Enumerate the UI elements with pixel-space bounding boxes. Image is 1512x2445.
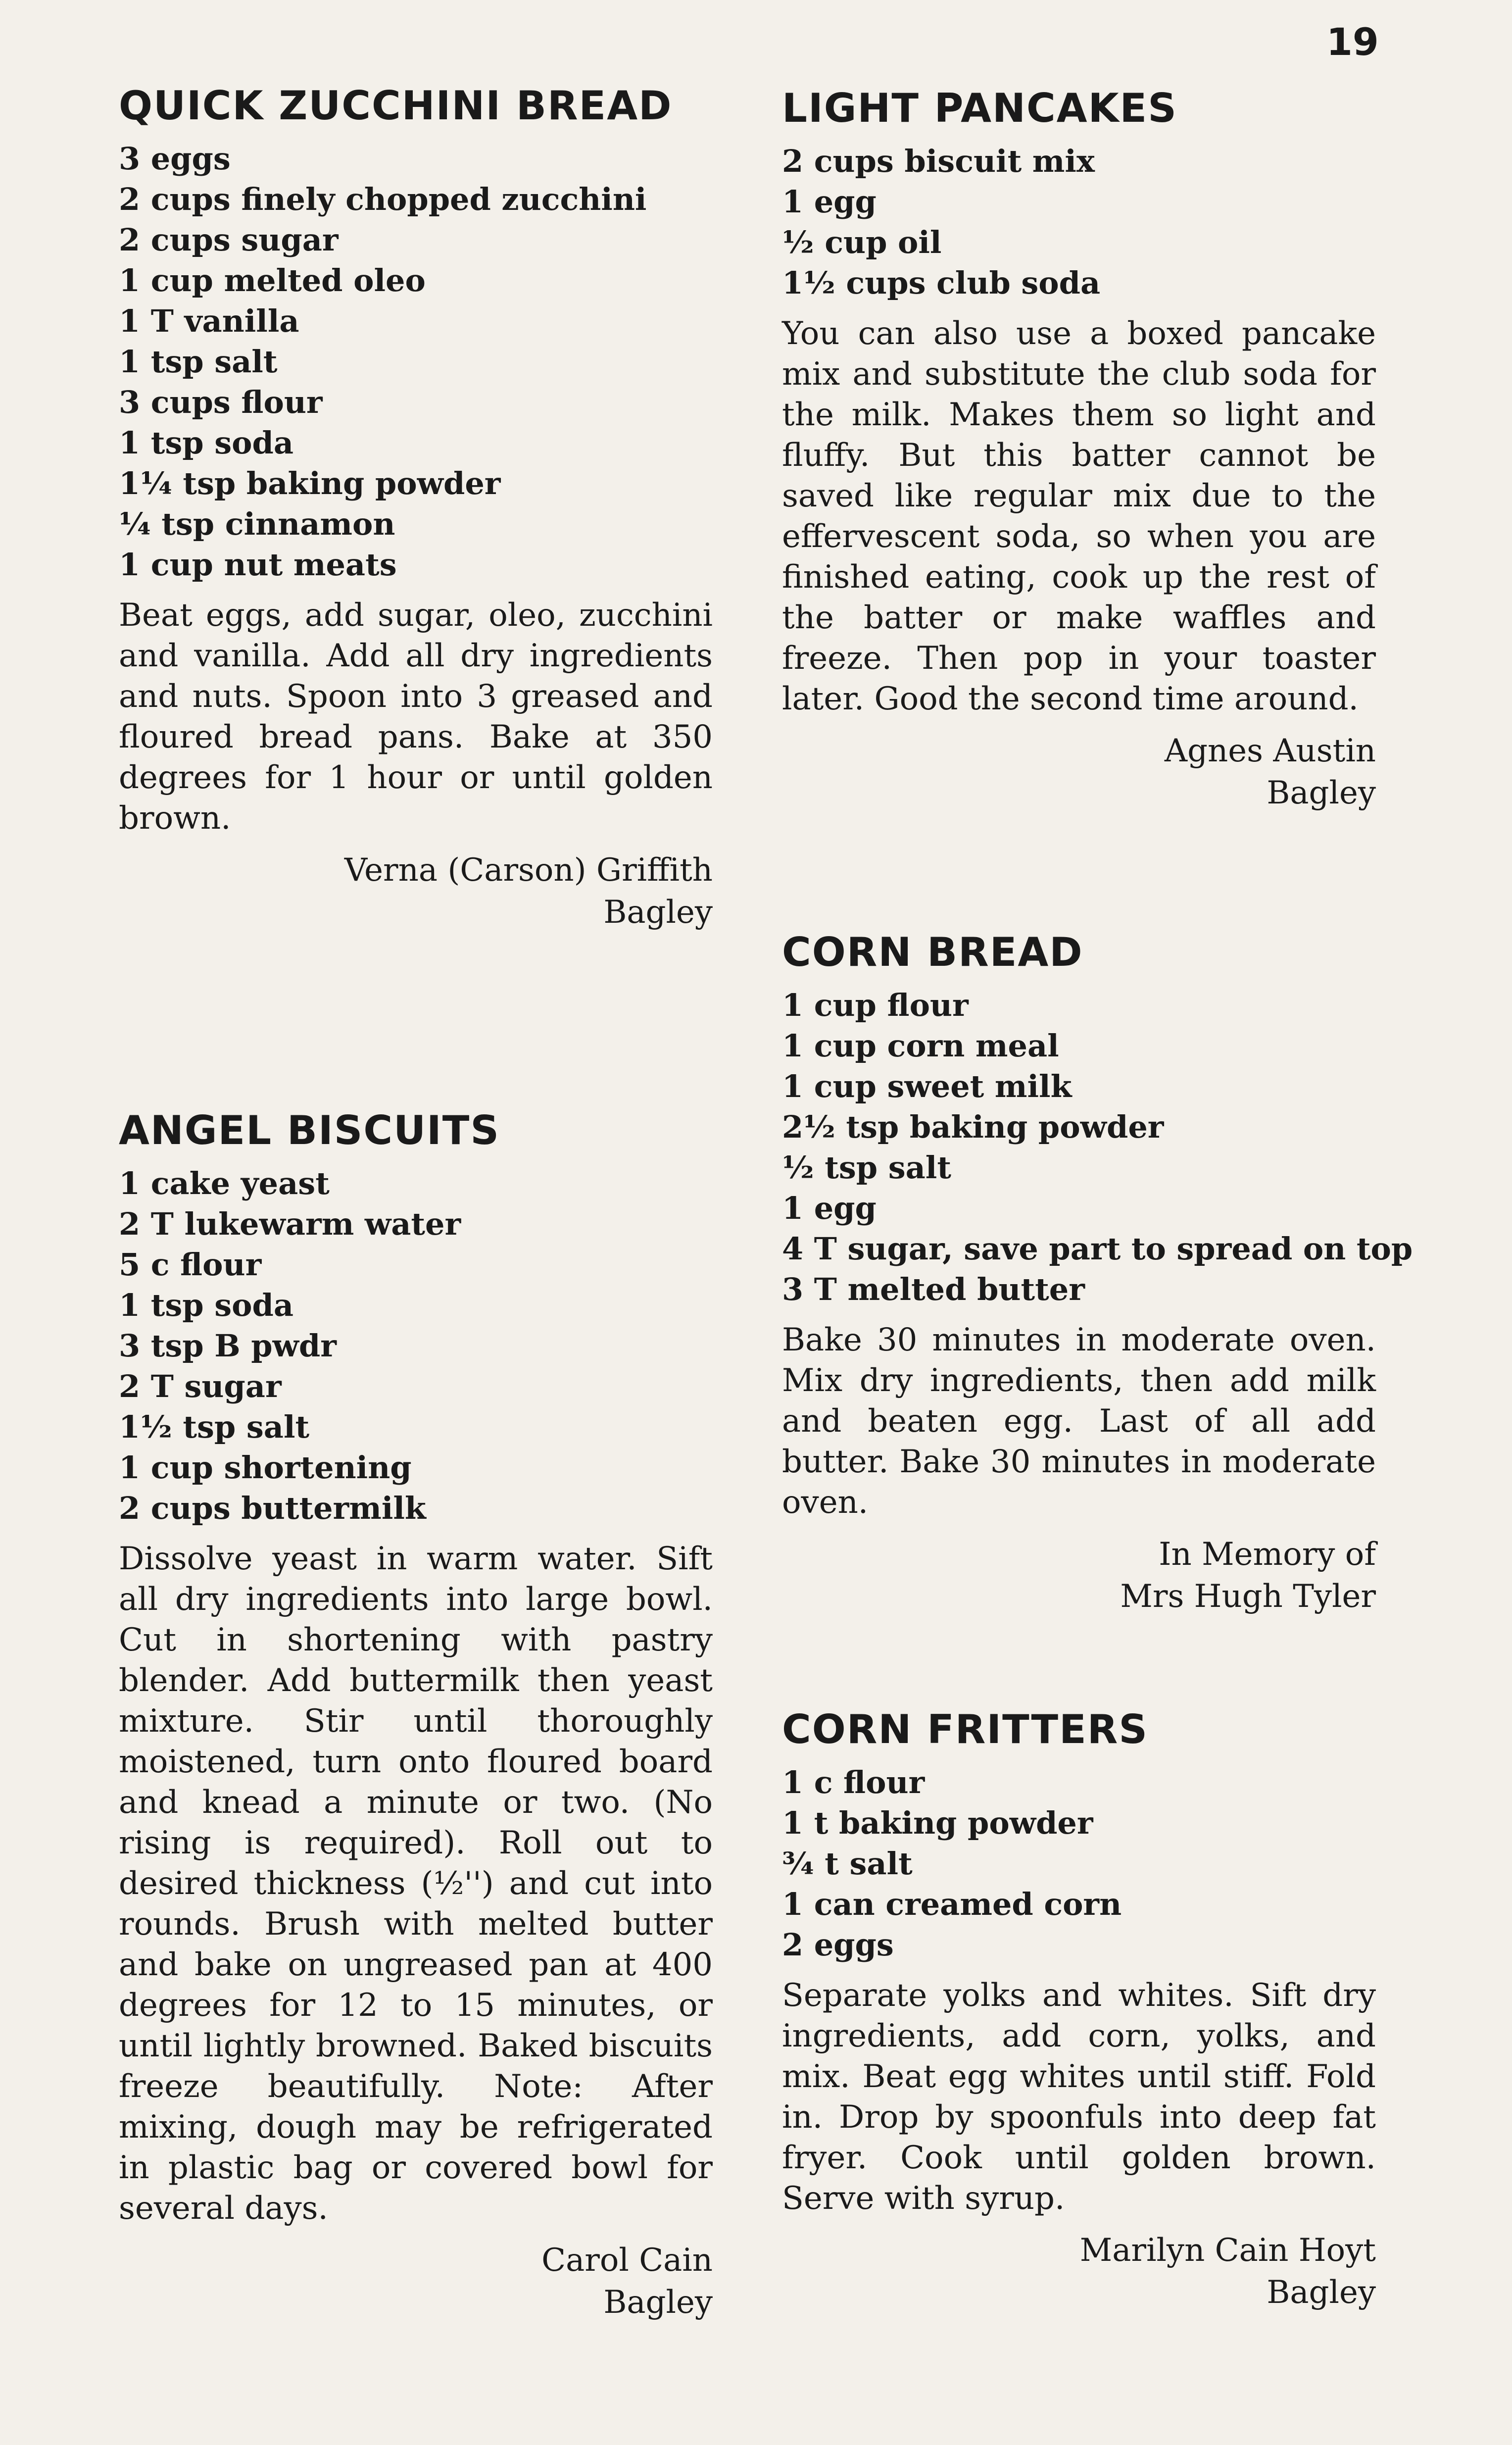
ingredient: 2 cups sugar [119, 222, 339, 258]
ingredient: 1 tsp salt [119, 344, 278, 380]
ingredient: 2 cups finely chopped zucchini [119, 181, 647, 217]
ingredient: 5 c flour [119, 1247, 262, 1283]
ingredient: 1 cup shortening [119, 1449, 412, 1486]
recipe-credit [119, 849, 713, 934]
recipe-instructions: Separate yolks and whites. Sift dry ingredients, add corn, yolks, and mix. Beat egg whites until stiff. Fold in. Drop by spoonfuls into deep fat fryer. Cook until golden brown. Serve with syrup. [782, 1977, 1376, 2217]
ingredient: 3 tsp B pwdr [119, 1328, 337, 1364]
ingredient: 1½ cups club soda [782, 265, 1101, 301]
ingredient: 1 egg [782, 1190, 877, 1226]
ingredient: 1 cup melted oleo [119, 262, 426, 299]
ingredient: ½ tsp salt [782, 1149, 951, 1186]
ingredient: 2 cups buttermilk [119, 1490, 426, 1526]
credit-place: Mrs Hugh Tyler [1120, 1578, 1376, 1615]
recipe-angel-biscuits [119, 1109, 713, 2324]
ingredient: 1 cup corn meal [782, 1028, 1059, 1064]
ingredient: 1¼ tsp baking powder [119, 465, 501, 501]
ingredient: 1 egg [782, 184, 877, 220]
ingredient: 2 eggs [782, 1927, 894, 1963]
ingredient: ¼ tsp cinnamon [119, 506, 395, 542]
ingredient: 1 can creamed corn [782, 1886, 1122, 1922]
ingredient: 1½ tsp salt [119, 1409, 310, 1445]
recipe-credit [782, 730, 1376, 814]
recipe-instructions: Bake 30 minutes in moderate oven. Mix dry ingredients, then add milk and beaten egg. Last of all add butter. Bake 30 minutes in moderate oven. [782, 1322, 1376, 1521]
recipe-title: CORN FRITTERS [782, 1706, 1148, 1752]
credit-name: Marilyn Cain Hoyt [1079, 2232, 1376, 2269]
ingredient-list [782, 985, 1413, 1310]
ingredient: 1 cup sweet milk [782, 1068, 1072, 1104]
ingredient: ¾ t salt [782, 1846, 913, 1882]
credit-place: Bagley [1267, 2274, 1376, 2311]
ingredient: 1 cup nut meats [119, 547, 397, 583]
credit-place: Bagley [1267, 775, 1376, 811]
recipe-corn-fritters [782, 1708, 1376, 2314]
recipe-title: ANGEL BISCUITS [119, 1107, 500, 1153]
ingredient: 1 t baking powder [782, 1805, 1093, 1841]
ingredient: 3 T melted butter [782, 1271, 1085, 1307]
recipe-title: CORN BREAD [782, 929, 1083, 975]
recipe-instructions: You can also use a boxed pancake mix and substitute the club soda for the milk. Makes them so light and fluffy. But this batter cannot be saved like regular mix due to the effervescent soda, so when you are finished eating, cook up the rest of the batter or make waffles and freeze. Then pop in your toaster later. Good the second time around. [782, 315, 1376, 717]
ingredient: 1 tsp soda [119, 1287, 293, 1323]
ingredient: 2 cups biscuit mix [782, 143, 1095, 179]
ingredient: 1 tsp soda [119, 425, 293, 461]
ingredient-list [119, 1163, 713, 1529]
recipe-title: QUICK ZUCCHINI BREAD [119, 83, 673, 129]
ingredient: 2 T sugar [119, 1368, 282, 1404]
ingredient: 1 cup flour [782, 987, 969, 1023]
ingredient-list [782, 1762, 1376, 1965]
ingredient: 4 T sugar, save part to spread on top [782, 1231, 1413, 1267]
page-number: 19 [1326, 20, 1379, 64]
recipe-title: LIGHT PANCAKES [782, 85, 1177, 131]
ingredient: 1 T vanilla [119, 303, 299, 339]
recipe-credit [782, 1534, 1376, 1618]
ingredient: 2 T lukewarm water [119, 1206, 461, 1242]
recipe-instructions: Beat eggs, add sugar, oleo, zucchini and vanilla. Add all dry ingredients and nuts. Spoon into 3 greased and floured bread pans. Bake at 350 degrees for 1 hour or until golden brown. [119, 597, 713, 837]
ingredient: 3 cups flour [119, 384, 323, 420]
credit-place: Bagley [603, 2284, 713, 2321]
recipe-light-pancakes [782, 87, 1376, 814]
ingredient: 3 eggs [119, 141, 231, 177]
ingredient: 1 c flour [782, 1764, 925, 1800]
ingredient-list [782, 141, 1376, 303]
recipe-credit [119, 2240, 713, 2324]
credit-name: In Memory of [1159, 1536, 1376, 1573]
recipe-quick-zucchini-bread [119, 84, 713, 934]
recipe-credit [782, 2230, 1376, 2314]
ingredient-list [119, 139, 713, 585]
credit-name: Carol Cain [541, 2242, 713, 2279]
recipe-instructions: Dissolve yeast in warm water. Sift all dry ingredients into large bowl. Cut in shortening with pastry blender. Add buttermilk then yeast mixture. Stir until thoroughly moistened, turn onto floured board and knead a minute or two. (No rising is required). Roll out to desired thickness (½'') and cut into rounds. Brush with melted butter and bake on ungreased pan at 400 degrees for 12 to 15 minutes, or until lightly browned. Baked biscuits freeze beautifully. Note: After mixing, dough may be refrigerated in plastic bag or covered bowl for several days. [119, 1541, 713, 2227]
credit-name: Agnes Austin [1164, 733, 1376, 769]
recipe-corn-bread [782, 929, 1413, 1618]
credit-name: Verna (Carson) Griffith [344, 852, 713, 889]
ingredient: 2½ tsp baking powder [782, 1109, 1164, 1145]
credit-place: Bagley [603, 894, 713, 931]
ingredient: ½ cup oil [782, 224, 942, 260]
ingredient: 1 cake yeast [119, 1165, 330, 1201]
